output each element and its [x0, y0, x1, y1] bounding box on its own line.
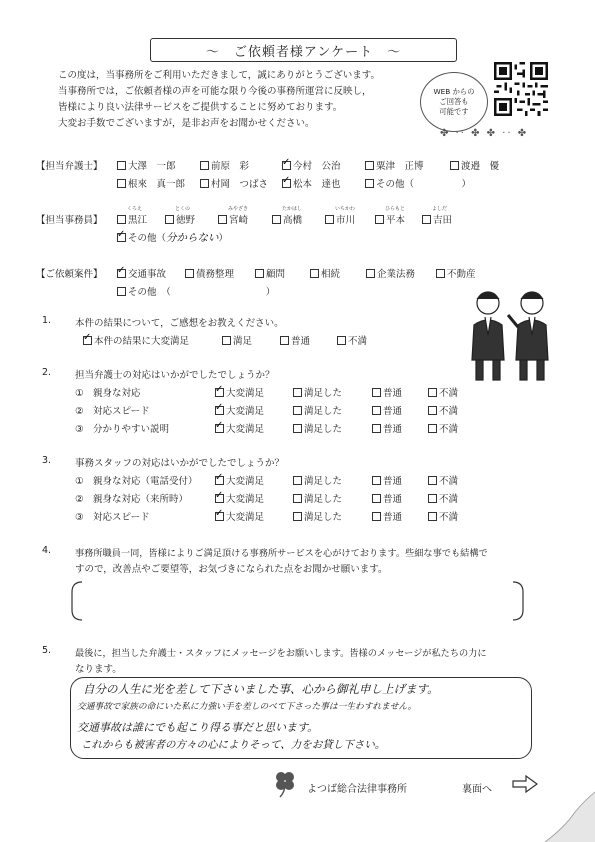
checkbox-icon[interactable] [117, 215, 126, 224]
checkbox-icon[interactable] [337, 336, 346, 345]
q1-option[interactable]: ✓本件の結果に大変満足 [83, 333, 189, 347]
lawyer-option[interactable]: ✓ 今村 公治 [282, 158, 341, 172]
lawyer-option[interactable]: 粟津 正博 [365, 158, 424, 172]
rating-option[interactable]: 満足した [293, 403, 342, 417]
case-option[interactable]: 債務整理 [185, 266, 234, 280]
checkbox-icon[interactable] [372, 424, 381, 433]
staff-option[interactable]: とくの 徳野 [165, 212, 195, 226]
q4-number: 4. [42, 545, 52, 556]
checkbox-icon[interactable] [428, 512, 437, 521]
checkbox-icon[interactable] [272, 215, 281, 224]
q2-row-label: ③ 分かりやすい説明 [75, 424, 170, 435]
checkbox-icon[interactable] [117, 161, 126, 170]
comment-input[interactable] [70, 580, 525, 622]
rating-option[interactable]: 普通 [372, 421, 402, 435]
intro-line-4: 大変お手数でございますが，是非お声をお聞かせください。 [58, 118, 315, 129]
checkbox-icon[interactable] [185, 269, 194, 278]
checkbox-icon[interactable] [293, 476, 302, 485]
q3-row-label: ② 親身な対応（来所時） [75, 494, 189, 505]
checkbox-icon[interactable] [428, 388, 437, 397]
staff-option-other[interactable]: ✓その他（分からない） [117, 230, 228, 245]
checkbox-icon[interactable] [280, 336, 289, 345]
rating-option[interactable]: ✓ 大変満足 [215, 509, 264, 523]
rating-option[interactable]: 普通 [372, 403, 402, 417]
checkbox-icon[interactable] [293, 512, 302, 521]
checkbox-icon[interactable] [310, 269, 319, 278]
staff-label: 【担当事務員】 [36, 215, 103, 226]
q5-number: 5. [42, 645, 52, 656]
q1-option[interactable]: 満足 [222, 333, 252, 347]
checkbox-icon[interactable] [200, 161, 209, 170]
checkbox-checked-icon[interactable] [282, 179, 291, 188]
intro-line-1: この度は，当事務所をご利用いただきまして，誠にありがとうございます。 [58, 70, 381, 81]
checkbox-icon[interactable] [117, 287, 126, 296]
intro-line-2: 当事務所では，ご依頼者様の声を可能な限り今後の事務所運営に反映し， [58, 86, 372, 97]
q3-row-label: ③ 対応スピード [75, 512, 150, 523]
checkbox-checked-icon[interactable] [215, 406, 224, 415]
checkbox-icon[interactable] [372, 494, 381, 503]
qr-code-icon[interactable] [494, 62, 548, 116]
rating-option[interactable]: ✓ 大変満足 [215, 403, 264, 417]
staff-option[interactable]: よしだ 吉田 [422, 212, 452, 226]
checkbox-icon[interactable] [375, 215, 384, 224]
q2-row-label: ② 対応スピード [75, 406, 150, 417]
checkbox-icon[interactable] [365, 161, 374, 170]
rating-option[interactable]: 不満 [428, 509, 458, 523]
checkbox-checked-icon[interactable] [215, 424, 224, 433]
lawyer-option[interactable]: 根來 真一郎 [117, 176, 185, 190]
checkbox-icon[interactable] [365, 179, 374, 188]
message-input[interactable] [70, 677, 532, 759]
lawyer-option[interactable]: 村岡 つばさ [200, 176, 268, 190]
handwritten-answer: 分からない [166, 232, 219, 244]
q2-row-label: ① 親身な対応 [75, 388, 141, 399]
page-title-text: ～ ご依頼者様アンケート ～ [205, 44, 402, 60]
checkbox-checked-icon[interactable] [215, 512, 224, 521]
checkbox-checked-icon[interactable] [282, 161, 291, 170]
rating-option[interactable]: 普通 [372, 491, 402, 505]
checkbox-checked-icon[interactable] [117, 233, 126, 242]
bubble-line-2: ご回答も [439, 97, 469, 106]
checkbox-icon[interactable] [293, 388, 302, 397]
q1-option[interactable]: 普通 [280, 333, 310, 347]
rating-option[interactable]: 普通 [372, 509, 402, 523]
checkbox-checked-icon[interactable] [215, 476, 224, 485]
q1-option[interactable]: 不満 [337, 333, 367, 347]
checkbox-icon[interactable] [428, 494, 437, 503]
staff-option[interactable]: くろえ 黒江 [117, 212, 147, 226]
handwritten-message-line: 自分の人生に光を差して下さいました事、心から御礼申し上げます。 [83, 682, 439, 696]
rating-option[interactable]: ✓ 大変満足 [215, 491, 264, 505]
case-option[interactable]: 不動産 [436, 266, 476, 280]
checkbox-checked-icon[interactable] [215, 388, 224, 397]
intro-line-3: 皆様により良い法律サービスをご提供することに努めております。 [58, 102, 343, 113]
lawyer-option[interactable]: ✓ 松本 達也 [282, 176, 341, 190]
checkbox-icon[interactable] [436, 269, 445, 278]
clover-decoration-icon: ✤ ·· ✤ ✤ ·· ✤ [440, 128, 529, 139]
rating-option[interactable]: 不満 [428, 403, 458, 417]
rating-option[interactable]: ✓ 大変満足 [215, 421, 264, 435]
checkbox-checked-icon[interactable] [215, 494, 224, 503]
case-option[interactable]: 企業法務 [366, 266, 415, 280]
lawyers-label: 【担当弁護士】 [36, 161, 103, 172]
checkbox-icon[interactable] [428, 424, 437, 433]
checkbox-icon[interactable] [422, 215, 431, 224]
lawyer-option[interactable]: 大澤 一郎 [117, 158, 176, 172]
checkbox-icon[interactable] [372, 512, 381, 521]
rating-option[interactable]: 普通 [372, 385, 402, 399]
page-title [150, 38, 457, 62]
checkbox-icon[interactable] [325, 215, 334, 224]
rating-option[interactable]: ✓ 大変満足 [215, 385, 264, 399]
q3-row-label: ① 親身な対応（電話受付） [75, 476, 198, 487]
rating-option[interactable]: 不満 [428, 473, 458, 487]
rating-option[interactable]: 満足した [293, 385, 342, 399]
staff-illustration-icon [460, 285, 560, 385]
rating-option[interactable]: 不満 [428, 385, 458, 399]
handwritten-message-line: 交通事故で家族の命にいた私に力強い手を差しのべて下さった事は一生わすれません。 [77, 702, 417, 712]
checkbox-icon[interactable] [293, 424, 302, 433]
checkbox-icon[interactable] [222, 336, 231, 345]
case-option-other[interactable]: その他 （ ） [117, 284, 275, 298]
rating-option[interactable]: ✓ 大変満足 [215, 473, 264, 487]
handwritten-message-line: 交通事故は誰にでも起こり得る事だと思います。 [77, 721, 319, 734]
lawyer-option[interactable]: その他（ ） [365, 176, 471, 190]
q5-text-line-2: なります。 [75, 664, 122, 675]
checkbox-icon[interactable] [293, 494, 302, 503]
clover-logo-icon [270, 768, 300, 798]
lawyer-option[interactable]: 渡邉 優 [450, 158, 499, 172]
case-option[interactable]: ✓ 交通事故 [117, 266, 166, 280]
rating-option[interactable]: 満足した [293, 473, 342, 487]
staff-option[interactable]: ひらもと 平本 [375, 212, 405, 226]
checkbox-icon[interactable] [372, 388, 381, 397]
bubble-line-3: 可能です [439, 107, 469, 116]
case-option[interactable]: 顧問 [255, 266, 285, 280]
q3-number: 3. [42, 455, 52, 466]
rating-option[interactable]: 不満 [428, 491, 458, 505]
staff-option[interactable]: たかはし 高橋 [272, 212, 302, 226]
rating-option[interactable]: 普通 [372, 473, 402, 487]
q1-text: 本件の結果について，ご感想をお教えください。 [75, 318, 284, 329]
q2-text: 担当弁護士の対応はいかがでしたでしょうか？ [75, 370, 275, 381]
lawyer-option[interactable]: 前原 彩 [200, 158, 249, 172]
q4-text-line-2: すので，改善点やご要望等，お気づきになられた点をお聞かせ願います。 [75, 564, 388, 575]
q4-text-line-1: 事務所職員一同，皆様によりご満足頂ける事務所サービスを心がけております。些細な事でも結構で [75, 548, 488, 559]
page-curl-icon [535, 782, 595, 842]
checkbox-icon[interactable] [200, 179, 209, 188]
checkbox-icon[interactable] [372, 476, 381, 485]
case-option[interactable]: 相続 [310, 266, 340, 280]
firm-name: よつば総合法律事務所 [307, 784, 407, 795]
cases-label: 【ご依頼案件】 [36, 269, 103, 280]
checkbox-icon[interactable] [293, 406, 302, 415]
checkbox-checked-icon[interactable] [117, 269, 126, 278]
checkbox-icon[interactable] [165, 215, 174, 224]
staff-option[interactable]: みやざき 宮崎 [218, 212, 248, 226]
staff-option[interactable]: いちかわ 市川 [325, 212, 355, 226]
checkbox-icon[interactable] [428, 406, 437, 415]
checkbox-checked-icon[interactable] [83, 336, 92, 345]
back-side-label: 裏面へ [462, 784, 492, 795]
q3-text: 事務スタッフの対応はいかがでしたでしょうか？ [75, 458, 285, 469]
rating-option[interactable]: 満足した [293, 491, 342, 505]
q1-number: 1. [42, 315, 52, 326]
handwritten-message-line: これからも被害者の方々の心によりそって、力をお貸し下さい。 [81, 739, 386, 751]
checkbox-icon[interactable] [428, 476, 437, 485]
checkbox-icon[interactable] [372, 406, 381, 415]
rating-option[interactable]: 満足した [293, 421, 342, 435]
rating-option[interactable]: 満足した [293, 509, 342, 523]
bubble-line-1: WEB からの [433, 87, 475, 96]
checkbox-icon[interactable] [255, 269, 264, 278]
checkbox-icon[interactable] [366, 269, 375, 278]
q2-number: 2. [42, 367, 52, 378]
checkbox-icon[interactable] [117, 179, 126, 188]
checkbox-icon[interactable] [218, 215, 227, 224]
checkbox-icon[interactable] [450, 161, 459, 170]
web-answer-bubble [420, 72, 488, 132]
rating-option[interactable]: 不満 [428, 421, 458, 435]
q5-text-line-1: 最後に，担当した弁護士・スタッフにメッセージをお願いします。皆様のメッセージが私たちの力に [75, 648, 487, 659]
